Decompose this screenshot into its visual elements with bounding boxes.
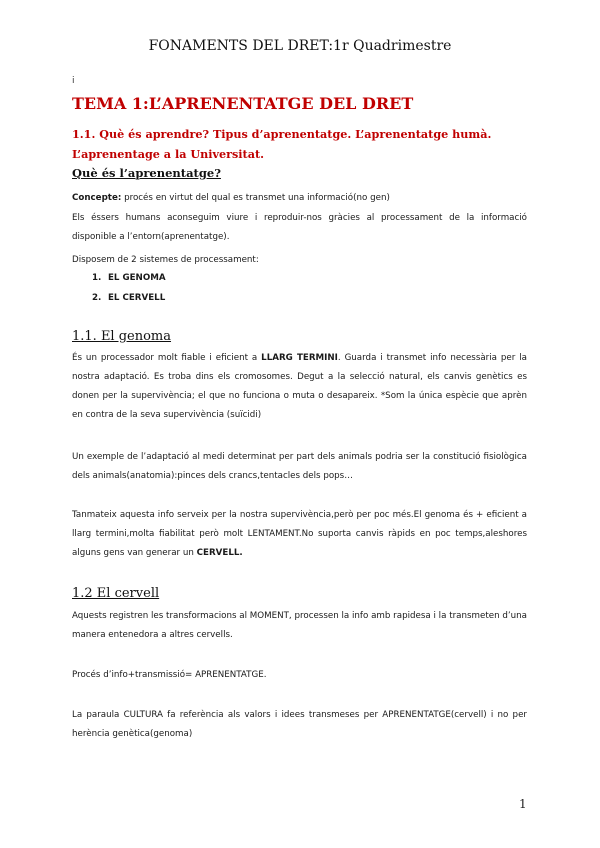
section-heading-what: Què és l’aprenentatge?: [72, 166, 221, 180]
paragraph-genoma-2: Un exemple de l’adaptació al medi determinat per part dels animals podria ser la constitució fisiològica dels animals(anatomia):pinces dels crancs,tentacles dels pops…: [72, 452, 527, 481]
paragraph-cervell-3: La paraula CULTURA fa referència als valors i idees transmeses per APRENENTATGE(cervell) i no per herència genètica(genoma): [72, 710, 527, 739]
list-marker: i: [72, 76, 75, 86]
paragraph-humans: Els éssers humans aconseguim viure i reproduir-nos gràcies al processament de la informació disponible a l’entorn(aprenentatge).: [72, 213, 527, 242]
paragraph-cervell-1: Aquests registren les transformacions al MOMENT, processen la info amb rapidesa i la transmeten d’una manera entenedora a altres cervells.: [72, 611, 527, 640]
section-heading-cervell: 1.2 El cervell: [72, 586, 160, 601]
page-header: FONAMENTS DEL DRET:1r Quadrimestre: [148, 38, 452, 54]
list-item-number: 1.: [92, 273, 102, 283]
paragraph-cervell-2: Procés d’info+transmissió= APRENENTATGE.: [72, 670, 267, 680]
chapter-subtitle: 1.1. Què és aprendre? Tipus d’aprenentatge. L’aprenentatge humà. L’aprenentage a la Universitat.: [72, 127, 492, 161]
text-run: Tanmateix aquesta info serveix per la nostra supervivència,però per poc més.El genoma és + eficient a llarg termini,molta fiabilitat però molt LENTAMENT.No suporta canvis ràpids en poc temps,aleshores alguns gens van generar un: [72, 510, 527, 558]
paragraph-genoma-3: [72, 506, 527, 563]
list-item-label: EL CERVELL: [108, 293, 166, 303]
paragraph-genoma-1: [72, 349, 527, 425]
text-emphasis: LLARG TERMINI: [261, 353, 338, 363]
section-heading-genoma: 1.1. El genoma: [72, 329, 172, 344]
list-item-number: 2.: [92, 293, 102, 303]
list-item-genoma: [92, 273, 166, 283]
text-emphasis: CERVELL.: [196, 548, 243, 558]
list-item-cervell: [92, 293, 165, 303]
list-item-label: EL GENOMA: [108, 273, 166, 283]
chapter-title: TEMA 1:L’APRENENTATGE DEL DRET: [72, 94, 414, 113]
text-run: . Guarda i transmet info necessària per la nostra adaptació. Es troba dins els cromosomes. Degut a la selecció natural, els canvis genètics es donen per la supervivència; el que no funciona o muta o desapareix. *Som la única espècie que aprèn en contra de la seva supervivència (suïcidi): [72, 353, 527, 420]
concept-text: procés en virtut del qual es transmet una informació(no gen): [121, 193, 390, 203]
page-number: 1: [519, 797, 527, 811]
text-run: És un processador molt fiable i eficient a: [72, 353, 262, 363]
concept-line: [72, 193, 390, 203]
concept-label: Concepte:: [72, 193, 122, 203]
systems-intro: Disposem de 2 sistemes de processament:: [72, 255, 259, 265]
